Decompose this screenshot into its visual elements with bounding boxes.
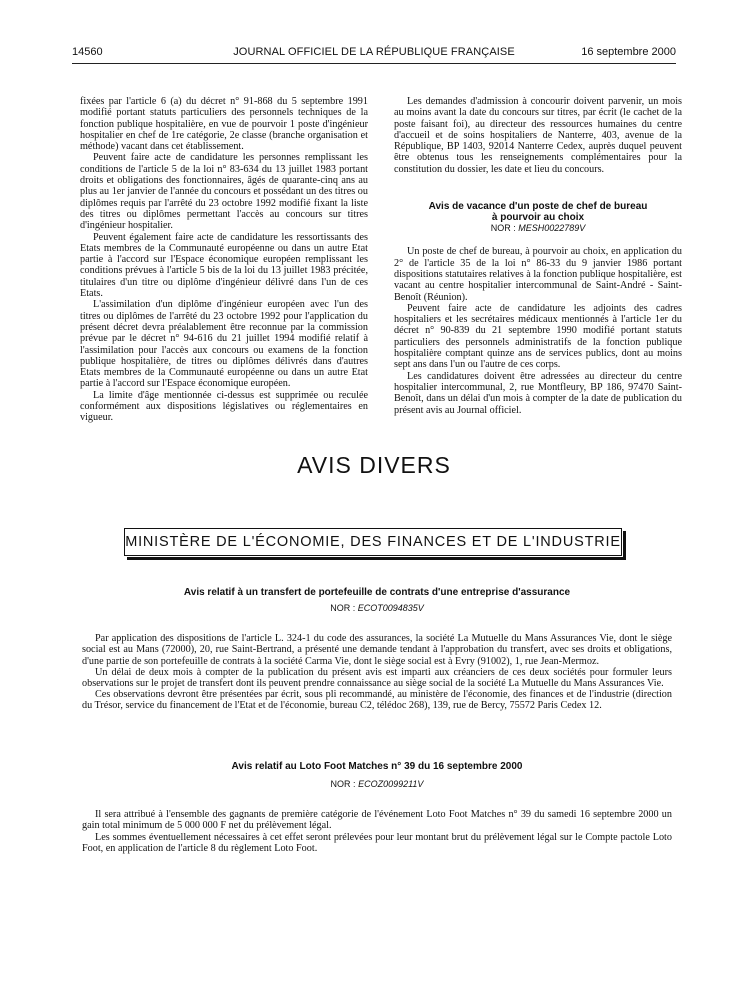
right-column: [394, 96, 682, 416]
notice-title-line2: à pourvoir au choix: [491, 212, 585, 224]
notice-title: Avis relatif à un transfert de portefeuille de contrats d'une entreprise d'assurance: [183, 587, 571, 598]
paragraph: Un poste de chef de bureau, à pourvoir au choix, en application du 2° de l'article 35 de la loi n° 86-33 du 9 janvier 1986 portant dispositions statutaires relatives à la fonction publique hospitalière, est vacant au centre hospitalier intercommunal de Saint-André - Saint-Benoît (Réunion).: [394, 246, 682, 303]
nor-label: NOR :: [330, 779, 359, 789]
nor-code: ECOZ0099211V: [358, 779, 424, 789]
notice-insurance-transfer: [82, 587, 672, 712]
paragraph: Les sommes éventuellement nécessaires à cet effet seront prélevées pour leur montant brut du prélèvement légal sur le Compte pactole Loto Foot, en application de l'article 8 du règlement Loto Foot.: [82, 831, 672, 854]
paragraph: Peuvent également faire acte de candidature les ressortissants des Etats membres de la Communauté européenne ou dans un autre Etat partie à l'accord sur l'Espace économique européen remplissant les conditions prévues à l'article 5 bis de la loi du 13 juillet 1983 précitée, titulaires d'un titre ou diplôme d'ingénieur délivré dans l'un de ces Etats.: [80, 231, 368, 300]
left-column: [80, 96, 368, 424]
notice-title: [394, 201, 682, 223]
nor-reference: [82, 779, 672, 790]
paragraph: Peuvent faire acte de candidature les personnes remplissant les conditions de l'article 5 de la loi n° 83-634 du 13 juillet 1983 portant droits et obligations des fonctionnaires, âgés de quarante-cinq ans au plus au 1er janvier de l'année du concours et possédant un des titres ou diplômes requis par l'arrêté du 23 octobre 1992 modifié fixant la liste des titres ou diplômes permettant l'accès au concours sur titres d'ingénieur hospitalier.: [80, 152, 368, 232]
nor-reference: [82, 603, 672, 614]
paragraph: La limite d'âge mentionnée ci-dessus est supprimée ou reculée conformément aux dispositions législatives ou réglementaires en vigueur.: [80, 389, 368, 424]
page-number: 14560: [72, 46, 103, 58]
paragraph: L'assimilation d'un diplôme d'ingénieur européen avec l'un des titres ou diplômes de l'arrêté du 23 octobre 1992 pour l'application du présent décret devra préalablement être reconnue par la commission prévue par le décret n° 94-616 du 21 juillet 1994 modifié relatif à l'assimilation pour l'accès aux concours ou examens de la fonction publique hospitalière, de titres ou diplômes délivrés dans d'autres Etats membres de la Communauté européenne ou dans un autre Etat partie à l'accord sur l'Espace économique européen.: [80, 299, 368, 390]
paragraph: Par application des dispositions de l'article L. 324-1 du code des assurances, la société La Mutuelle du Mans Assurances Vie, dont le siège social est au Mans (72000), 20, rue Saint-Bertrand, a présenté une demande tendant à l'approbation du transfert, avec ses droits et obligations, d'une partie de son portefeuille de contrats à la société Carma Vie, dont le siège social est à Evry (91002), 1, rue Jean-Mermoz.: [82, 633, 672, 667]
notice-loto-foot: [82, 761, 672, 854]
header-rule: [72, 63, 676, 64]
paragraph: Peuvent faire acte de candidature les adjoints des cadres hospitaliers et les secrétaires médicaux mentionnés à l'article 1er du décret n° 90-839 du 21 septembre 1990 modifié portant statuts particuliers des personnels administratifs de la fonction publique hospitalière comptant quinze ans de services publics, dont au moins sept ans dans l'un ou l'autre de ces corps.: [394, 302, 682, 371]
nor-reference: [394, 223, 682, 234]
nor-label: NOR :: [490, 223, 519, 234]
paragraph: fixées par l'article 6 (a) du décret n° 91-868 du 5 septembre 1991 modifié portant statuts particuliers des personnels techniques de la fonction publique hospitalière, en vue de pourvoir 1 poste d'ingénieur hospitalier en chef de 1re catégorie, 2e classe (branche organisation et méthode) vacant dans cet établissement.: [80, 96, 368, 153]
publication-date: 16 septembre 2000: [581, 46, 676, 58]
paragraph: Les candidatures doivent être adressées au directeur du centre hospitalier intercommunal, 2, rue Montfleury, BP 186, 97470 Saint-Benoît, dans un délai d'un mois à compter de la date de publication du présent avis au Journal officiel.: [394, 370, 682, 416]
paragraph: Un délai de deux mois à compter de la publication du présent avis est imparti aux créanciers de ces deux sociétés pour formuler leurs observations sur le projet de transfert dont ils peuvent prendre connaissance au siège social de la société La Mutuelle du Mans Assurances Vie.: [82, 666, 672, 690]
journal-title: JOURNAL OFFICIEL DE LA RÉPUBLIQUE FRANÇAISE: [233, 46, 515, 58]
notice-title-line1: Avis de vacance d'un poste de chef de bureau: [428, 201, 648, 213]
paragraph: Il sera attribué à l'ensemble des gagnants de première catégorie de l'événement Loto Foot Matches n° 39 du samedi 16 septembre 2000 un gain total minimum de 5 000 000 F net du prélèvement légal.: [82, 809, 672, 832]
ministry-box: [124, 528, 622, 556]
notice-title: Avis relatif au Loto Foot Matches n° 39 du 16 septembre 2000: [231, 761, 523, 772]
nor-code: ECOT0094835V: [357, 603, 424, 613]
paragraph: Ces observations devront être présentées par écrit, sous pli recommandé, au ministère de l'économie, des finances et de l'industrie (direction du Trésor, service du financement de l'Etat et de l'économie, bureau C2, télédoc 268), 139, rue de Bercy, 75572 Paris Cedex 12.: [82, 689, 672, 712]
section-heading: AVIS DIVERS: [297, 452, 451, 478]
running-header: [72, 46, 676, 62]
ministry-name: MINISTÈRE DE L'ÉCONOMIE, DES FINANCES ET DE L'INDUSTRIE: [125, 534, 621, 550]
paragraph: Les demandes d'admission à concourir doivent parvenir, un mois au moins avant la date du concours sur titres, par écrit (le cachet de la poste faisant foi), au directeur des ressources humaines du centre d'accueil et de soins hospitaliers de Nanterre, 403, avenue de la République, BP 1403, 92014 Nanterre Cedex, auprès duquel peuvent être obtenus tous les renseignements complémentaires pour la constitution du dossier, les date et lieu du concours.: [394, 96, 682, 175]
nor-label: NOR :: [330, 603, 358, 613]
nor-code: MESH0022789V: [518, 223, 586, 234]
